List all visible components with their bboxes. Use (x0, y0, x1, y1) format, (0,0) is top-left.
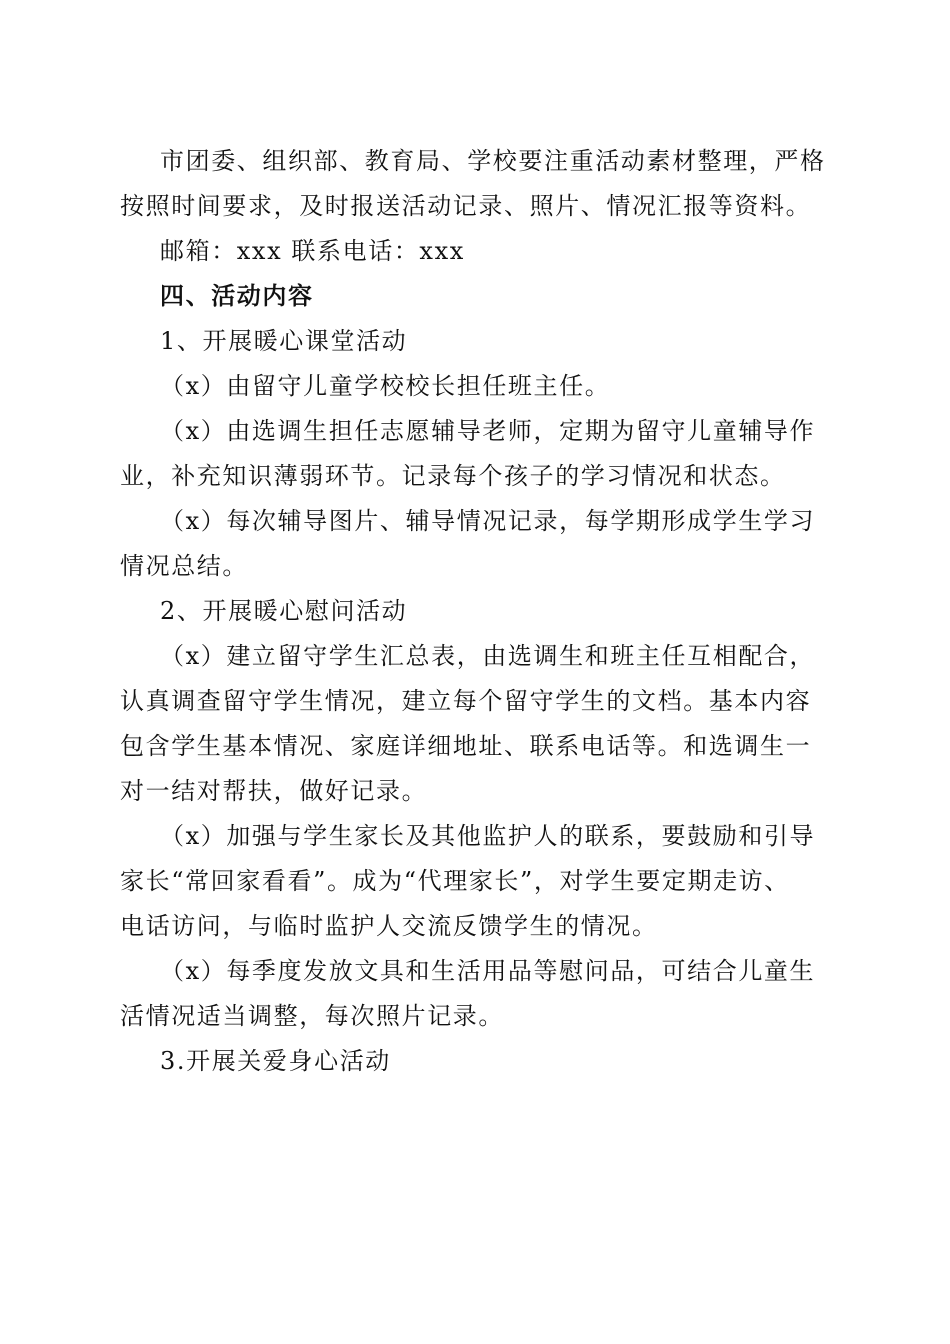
section-heading: 四、活动内容 (160, 282, 314, 310)
paragraph-line: 家长“常回家看看”。成为“代理家长”，对学生要定期走访、 (120, 867, 790, 895)
paragraph-line: 活情况适当调整，每次照片记录。 (120, 1002, 504, 1030)
paragraph-line: （x）由选调生担任志愿辅导老师，定期为留守儿童辅导作 (160, 417, 816, 445)
paragraph-line: （x）由留守儿童学校校长担任班主任。 (160, 372, 611, 400)
paragraph-line: 对一结对帮扶，做好记录。 (120, 777, 428, 805)
subsection-heading: 3.开展关爱身心活动 (160, 1047, 391, 1075)
paragraph-line: 认真调查留守学生情况，建立每个留守学生的文档。基本内容 (120, 687, 812, 715)
paragraph-line: （x）每季度发放文具和生活用品等慰问品，可结合儿童生 (160, 957, 816, 985)
paragraph-line: （x）建立留守学生汇总表，由选调生和班主任互相配合， (160, 642, 816, 670)
subsection-heading: 2、开展暖心慰问活动 (160, 597, 408, 625)
subsection-heading: 1、开展暖心课堂活动 (160, 327, 408, 355)
paragraph-line: 按照时间要求，及时报送活动记录、照片、情况汇报等资料。 (120, 192, 812, 220)
paragraph-line: 情况总结。 (120, 552, 248, 580)
paragraph-line: （x）每次辅导图片、辅导情况记录，每学期形成学生学习 (160, 507, 816, 535)
paragraph-line: （x）加强与学生家长及其他监护人的联系，要鼓励和引导 (160, 822, 816, 850)
paragraph-line: 市团委、组织部、教育局、学校要注重活动素材整理，严格 (160, 147, 826, 175)
contact-line: 邮箱：xxx 联系电话：xxx (160, 237, 465, 265)
paragraph-line: 业，补充知识薄弱环节。记录每个孩子的学习情况和状态。 (120, 462, 786, 490)
paragraph-line: 电话访问，与临时监护人交流反馈学生的情况。 (120, 912, 658, 940)
paragraph-line: 包含学生基本情况、家庭详细地址、联系电话等。和选调生一 (120, 732, 812, 760)
